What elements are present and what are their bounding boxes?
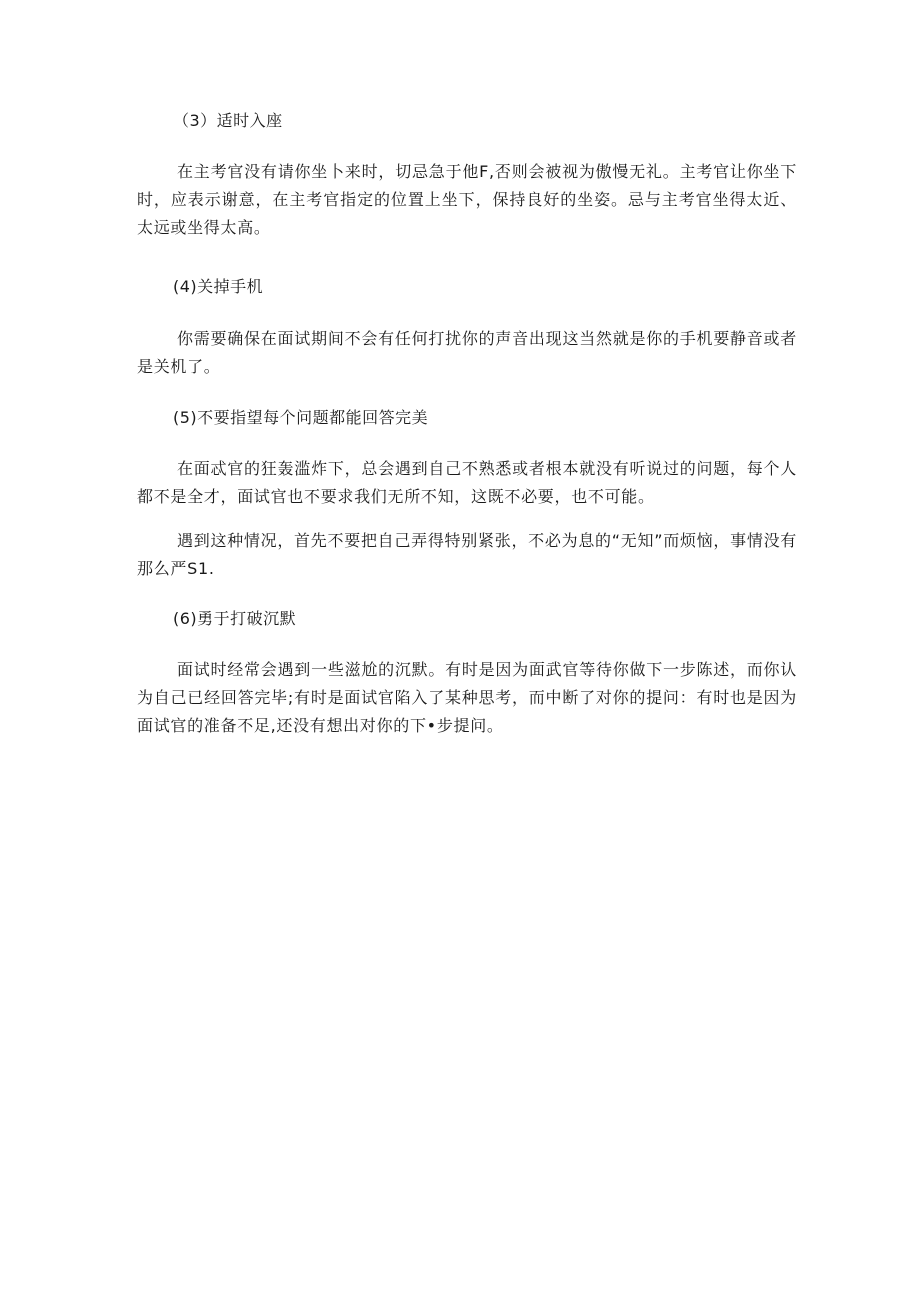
section-6-paragraph: 面试时经常会遇到一些滋尬的沉默。有时是因为面武官等待你做下一步陈述，而你认为自己已经回答完毕;有时是面试官陷入了某种思考，而中断了对你的提问：有时也是因为面试官的准备不足,还没有想出对你的下•步提问。 <box>137 660 797 735</box>
section-4-paragraph: 你需要确保在面试期间不会有任何打扰你的声音出现这当然就是你的手机要静音或者是关机了。 <box>137 329 797 376</box>
section-5-paragraph-1: 在面忒官的狂轰滥炸下，总会遇到自己不熟悉或者根本就没有听说过的问题，每个人都不是全才，面试官也不要求我们无所不知，这既不必要，也不可能。 <box>137 459 797 506</box>
section-3-paragraph: 在主考官没有请你坐卜来时，切忌急于他F,否则会被视为傲慢无礼。主考官让你坐下时，应表示谢意，在主考官指定的位置上坐下，保持良好的坐姿。忌与主考官坐得太近、太远或坐得太高。 <box>137 162 797 237</box>
section-heading-5: (5)不要指望每个问题都能回答完美 <box>173 408 429 427</box>
section-5-paragraph-2: 遇到这种情况，首先不要把自己弄得特别紧张，不必为息的“无知”而烦恼，事情没有那么严S1. <box>137 531 797 578</box>
section-heading-4: (4)关掉手机 <box>173 277 264 296</box>
section-heading-6: (6)勇于打破沉默 <box>173 609 297 628</box>
section-heading-3: （3）适时入座 <box>173 111 283 130</box>
